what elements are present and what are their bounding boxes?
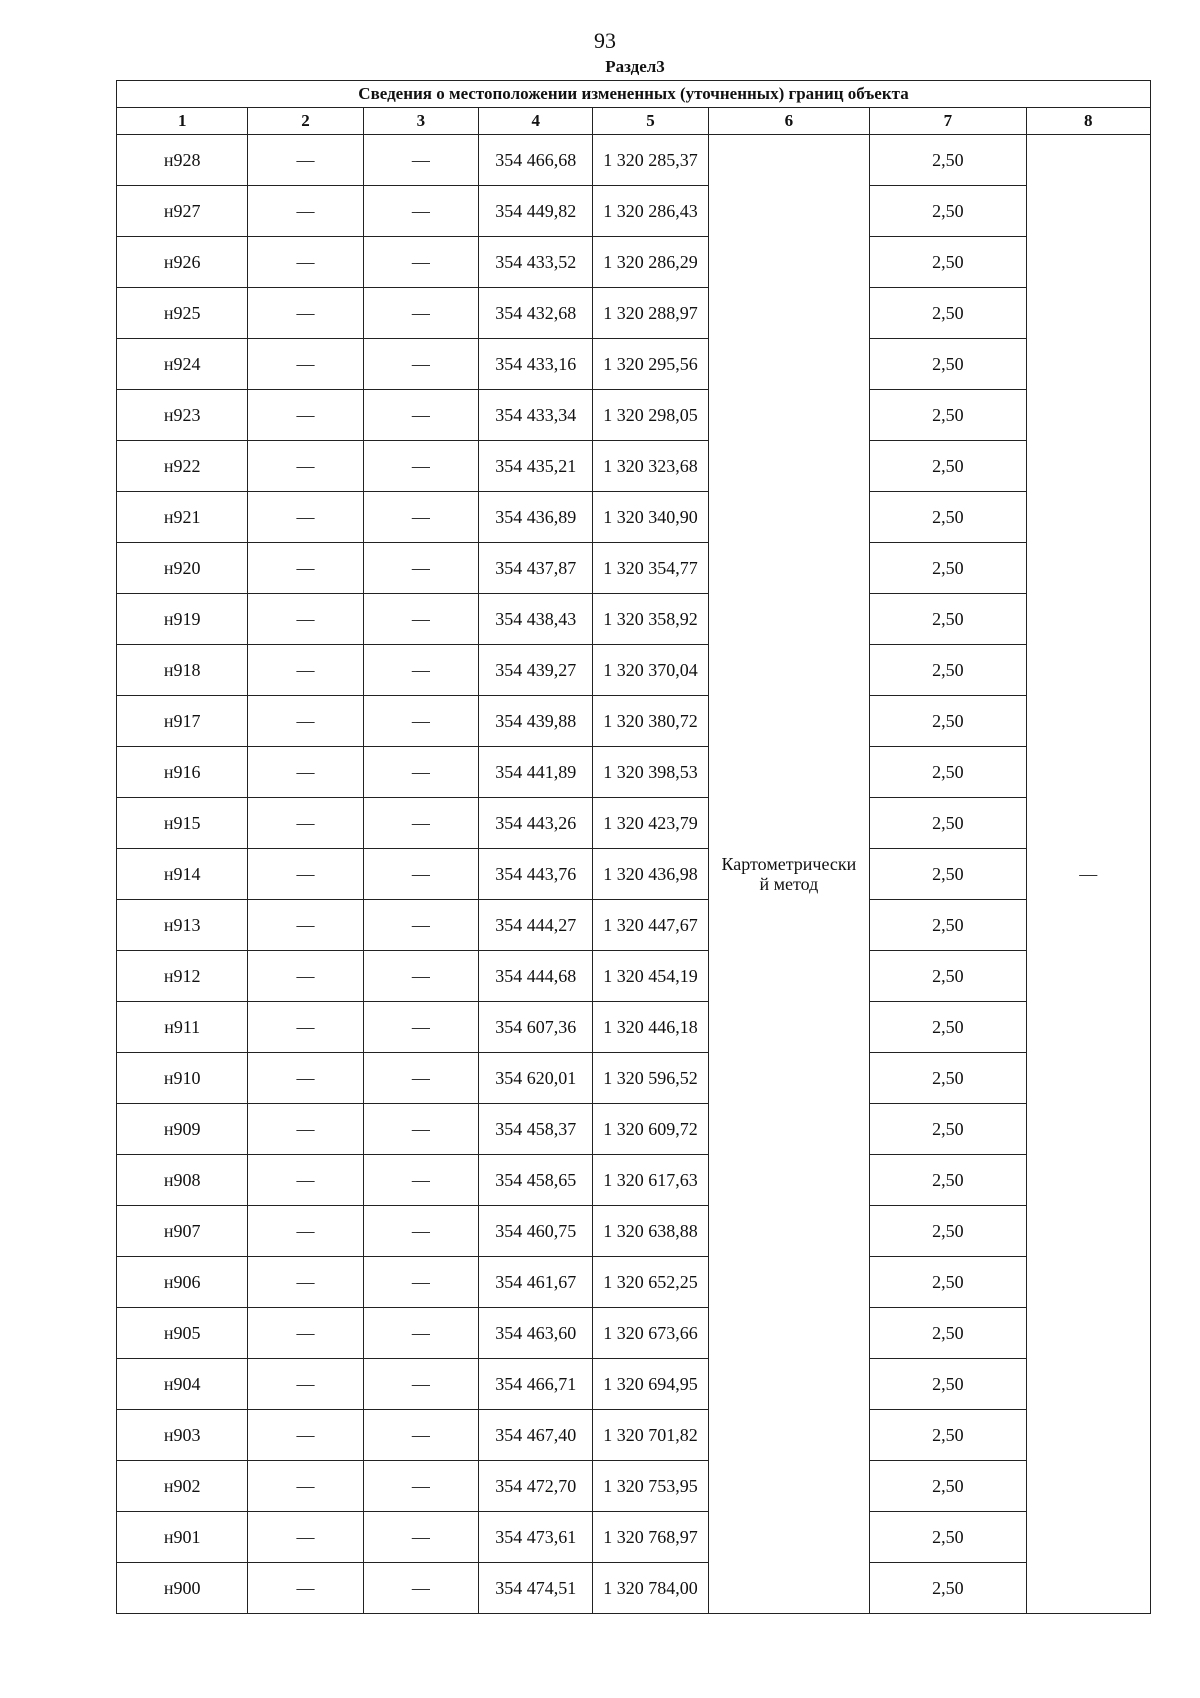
column-number: 3 <box>363 108 478 135</box>
col2-cell: — <box>248 1206 363 1257</box>
table-row <box>117 1308 1151 1359</box>
y-coordinate-cell: 1 320 617,63 <box>593 1155 708 1206</box>
x-coordinate-cell: 354 461,67 <box>479 1257 593 1308</box>
point-name-cell: н917 <box>117 696 248 747</box>
col3-cell: — <box>363 441 478 492</box>
table-row <box>117 1410 1151 1461</box>
x-coordinate-cell: 354 435,21 <box>479 441 593 492</box>
col2-cell: — <box>248 1461 363 1512</box>
x-coordinate-cell: 354 438,43 <box>479 594 593 645</box>
point-name-cell: н906 <box>117 1257 248 1308</box>
y-coordinate-cell: 1 320 285,37 <box>593 135 708 186</box>
x-coordinate-cell: 354 466,71 <box>479 1359 593 1410</box>
col2-cell: — <box>248 900 363 951</box>
y-coordinate-cell: 1 320 609,72 <box>593 1104 708 1155</box>
table-row <box>117 747 1151 798</box>
column-number: 5 <box>593 108 708 135</box>
table-row <box>117 339 1151 390</box>
col3-cell: — <box>363 849 478 900</box>
y-coordinate-cell: 1 320 784,00 <box>593 1563 708 1614</box>
col3-cell: — <box>363 747 478 798</box>
accuracy-cell: 2,50 <box>870 186 1026 237</box>
y-coordinate-cell: 1 320 447,67 <box>593 900 708 951</box>
col3-cell: — <box>363 390 478 441</box>
table-row <box>117 135 1151 186</box>
accuracy-cell: 2,50 <box>870 798 1026 849</box>
col3-cell: — <box>363 1308 478 1359</box>
col3-cell: — <box>363 594 478 645</box>
col3-cell: — <box>363 951 478 1002</box>
column-number: 2 <box>248 108 363 135</box>
col3-cell: — <box>363 900 478 951</box>
x-coordinate-cell: 354 466,68 <box>479 135 593 186</box>
col2-cell: — <box>248 339 363 390</box>
accuracy-cell: 2,50 <box>870 900 1026 951</box>
col2-cell: — <box>248 1563 363 1614</box>
y-coordinate-cell: 1 320 596,52 <box>593 1053 708 1104</box>
col3-cell: — <box>363 1104 478 1155</box>
accuracy-cell: 2,50 <box>870 1257 1026 1308</box>
table-row <box>117 1206 1151 1257</box>
table-row <box>117 543 1151 594</box>
col3-cell: — <box>363 1053 478 1104</box>
table-row <box>117 798 1151 849</box>
col3-cell: — <box>363 135 478 186</box>
method-cell <box>708 135 869 1614</box>
col3-cell: — <box>363 1410 478 1461</box>
col2-cell: — <box>248 441 363 492</box>
point-name-cell: н909 <box>117 1104 248 1155</box>
point-name-cell: н910 <box>117 1053 248 1104</box>
point-name-cell: н925 <box>117 288 248 339</box>
section-title: Раздел3 <box>605 57 665 76</box>
col2-cell: — <box>248 951 363 1002</box>
point-name-cell: н915 <box>117 798 248 849</box>
column-number: 4 <box>479 108 593 135</box>
y-coordinate-cell: 1 320 701,82 <box>593 1410 708 1461</box>
y-coordinate-cell: 1 320 446,18 <box>593 1002 708 1053</box>
point-name-cell: н920 <box>117 543 248 594</box>
x-coordinate-cell: 354 474,51 <box>479 1563 593 1614</box>
col8-cell: — <box>1026 135 1150 1614</box>
table-row <box>117 1104 1151 1155</box>
table-row <box>117 390 1151 441</box>
page-number: 93 <box>594 28 616 53</box>
col3-cell: — <box>363 339 478 390</box>
col2-cell: — <box>248 186 363 237</box>
table-row <box>117 237 1151 288</box>
point-name-cell: н921 <box>117 492 248 543</box>
col2-cell: — <box>248 645 363 696</box>
col2-cell: — <box>248 135 363 186</box>
x-coordinate-cell: 354 444,68 <box>479 951 593 1002</box>
accuracy-cell: 2,50 <box>870 1155 1026 1206</box>
y-coordinate-cell: 1 320 370,04 <box>593 645 708 696</box>
y-coordinate-cell: 1 320 354,77 <box>593 543 708 594</box>
y-coordinate-cell: 1 320 423,79 <box>593 798 708 849</box>
table-row <box>117 1359 1151 1410</box>
table-caption: Сведения о местоположении измененных (уточненных) границ объекта <box>117 81 1151 108</box>
y-coordinate-cell: 1 320 288,97 <box>593 288 708 339</box>
accuracy-cell: 2,50 <box>870 543 1026 594</box>
col2-cell: — <box>248 1053 363 1104</box>
col2-cell: — <box>248 492 363 543</box>
x-coordinate-cell: 354 620,01 <box>479 1053 593 1104</box>
accuracy-cell: 2,50 <box>870 1461 1026 1512</box>
col3-cell: — <box>363 798 478 849</box>
col3-cell: — <box>363 696 478 747</box>
x-coordinate-cell: 354 439,88 <box>479 696 593 747</box>
accuracy-cell: 2,50 <box>870 339 1026 390</box>
col2-cell: — <box>248 1512 363 1563</box>
col2-cell: — <box>248 390 363 441</box>
accuracy-cell: 2,50 <box>870 1563 1026 1614</box>
x-coordinate-cell: 354 437,87 <box>479 543 593 594</box>
table-row <box>117 441 1151 492</box>
col2-cell: — <box>248 1410 363 1461</box>
col3-cell: — <box>363 1461 478 1512</box>
table-row <box>117 951 1151 1002</box>
x-coordinate-cell: 354 443,76 <box>479 849 593 900</box>
col2-cell: — <box>248 1002 363 1053</box>
y-coordinate-cell: 1 320 340,90 <box>593 492 708 543</box>
accuracy-cell: 2,50 <box>870 492 1026 543</box>
x-coordinate-cell: 354 439,27 <box>479 645 593 696</box>
table-body <box>117 135 1151 1614</box>
point-name-cell: н903 <box>117 1410 248 1461</box>
col3-cell: — <box>363 543 478 594</box>
column-number: 1 <box>117 108 248 135</box>
y-coordinate-cell: 1 320 358,92 <box>593 594 708 645</box>
table-row <box>117 1257 1151 1308</box>
point-name-cell: н911 <box>117 1002 248 1053</box>
point-name-cell: н901 <box>117 1512 248 1563</box>
accuracy-cell: 2,50 <box>870 1512 1026 1563</box>
col3-cell: — <box>363 186 478 237</box>
col2-cell: — <box>248 1308 363 1359</box>
col2-cell: — <box>248 849 363 900</box>
accuracy-cell: 2,50 <box>870 1002 1026 1053</box>
col2-cell: — <box>248 288 363 339</box>
col2-cell: — <box>248 1359 363 1410</box>
table-row <box>117 1461 1151 1512</box>
col3-cell: — <box>363 492 478 543</box>
y-coordinate-cell: 1 320 323,68 <box>593 441 708 492</box>
x-coordinate-cell: 354 433,16 <box>479 339 593 390</box>
point-name-cell: н905 <box>117 1308 248 1359</box>
col3-cell: — <box>363 288 478 339</box>
coordinates-table <box>116 80 1151 1614</box>
y-coordinate-cell: 1 320 295,56 <box>593 339 708 390</box>
col3-cell: — <box>363 1002 478 1053</box>
x-coordinate-cell: 354 463,60 <box>479 1308 593 1359</box>
x-coordinate-cell: 354 460,75 <box>479 1206 593 1257</box>
col3-cell: — <box>363 1155 478 1206</box>
col3-cell: — <box>363 645 478 696</box>
x-coordinate-cell: 354 607,36 <box>479 1002 593 1053</box>
col2-cell: — <box>248 747 363 798</box>
accuracy-cell: 2,50 <box>870 747 1026 798</box>
x-coordinate-cell: 354 444,27 <box>479 900 593 951</box>
col3-cell: — <box>363 1512 478 1563</box>
point-name-cell: н913 <box>117 900 248 951</box>
x-coordinate-cell: 354 458,37 <box>479 1104 593 1155</box>
x-coordinate-cell: 354 473,61 <box>479 1512 593 1563</box>
column-numbers-row <box>117 108 1151 135</box>
x-coordinate-cell: 354 472,70 <box>479 1461 593 1512</box>
y-coordinate-cell: 1 320 768,97 <box>593 1512 708 1563</box>
point-name-cell: н918 <box>117 645 248 696</box>
accuracy-cell: 2,50 <box>870 1308 1026 1359</box>
point-name-cell: н924 <box>117 339 248 390</box>
x-coordinate-cell: 354 432,68 <box>479 288 593 339</box>
col3-cell: — <box>363 1563 478 1614</box>
point-name-cell: н923 <box>117 390 248 441</box>
y-coordinate-cell: 1 320 652,25 <box>593 1257 708 1308</box>
table-row <box>117 288 1151 339</box>
table-caption-row <box>117 81 1151 108</box>
point-name-cell: н900 <box>117 1563 248 1614</box>
col2-cell: — <box>248 696 363 747</box>
x-coordinate-cell: 354 433,34 <box>479 390 593 441</box>
column-number: 6 <box>708 108 869 135</box>
x-coordinate-cell: 354 436,89 <box>479 492 593 543</box>
table-row <box>117 849 1151 900</box>
x-coordinate-cell: 354 467,40 <box>479 1410 593 1461</box>
col2-cell: — <box>248 543 363 594</box>
y-coordinate-cell: 1 320 673,66 <box>593 1308 708 1359</box>
y-coordinate-cell: 1 320 286,29 <box>593 237 708 288</box>
accuracy-cell: 2,50 <box>870 645 1026 696</box>
col2-cell: — <box>248 594 363 645</box>
point-name-cell: н928 <box>117 135 248 186</box>
method-text-line: й метод <box>759 874 819 894</box>
table-row <box>117 1053 1151 1104</box>
accuracy-cell: 2,50 <box>870 849 1026 900</box>
col2-cell: — <box>248 798 363 849</box>
accuracy-cell: 2,50 <box>870 1359 1026 1410</box>
accuracy-cell: 2,50 <box>870 1053 1026 1104</box>
point-name-cell: н926 <box>117 237 248 288</box>
accuracy-cell: 2,50 <box>870 696 1026 747</box>
column-number: 7 <box>870 108 1026 135</box>
point-name-cell: н907 <box>117 1206 248 1257</box>
table-row <box>117 594 1151 645</box>
point-name-cell: н916 <box>117 747 248 798</box>
table-row <box>117 186 1151 237</box>
x-coordinate-cell: 354 449,82 <box>479 186 593 237</box>
accuracy-cell: 2,50 <box>870 594 1026 645</box>
y-coordinate-cell: 1 320 454,19 <box>593 951 708 1002</box>
table-row <box>117 1002 1151 1053</box>
x-coordinate-cell: 354 443,26 <box>479 798 593 849</box>
point-name-cell: н908 <box>117 1155 248 1206</box>
y-coordinate-cell: 1 320 436,98 <box>593 849 708 900</box>
col2-cell: — <box>248 1257 363 1308</box>
y-coordinate-cell: 1 320 380,72 <box>593 696 708 747</box>
column-number: 8 <box>1026 108 1150 135</box>
accuracy-cell: 2,50 <box>870 1410 1026 1461</box>
accuracy-cell: 2,50 <box>870 237 1026 288</box>
table-row <box>117 492 1151 543</box>
accuracy-cell: 2,50 <box>870 135 1026 186</box>
accuracy-cell: 2,50 <box>870 441 1026 492</box>
col3-cell: — <box>363 1206 478 1257</box>
y-coordinate-cell: 1 320 298,05 <box>593 390 708 441</box>
point-name-cell: н922 <box>117 441 248 492</box>
point-name-cell: н914 <box>117 849 248 900</box>
accuracy-cell: 2,50 <box>870 951 1026 1002</box>
table-row <box>117 1563 1151 1614</box>
y-coordinate-cell: 1 320 694,95 <box>593 1359 708 1410</box>
y-coordinate-cell: 1 320 753,95 <box>593 1461 708 1512</box>
accuracy-cell: 2,50 <box>870 1206 1026 1257</box>
col2-cell: — <box>248 1104 363 1155</box>
accuracy-cell: 2,50 <box>870 1104 1026 1155</box>
y-coordinate-cell: 1 320 286,43 <box>593 186 708 237</box>
x-coordinate-cell: 354 433,52 <box>479 237 593 288</box>
y-coordinate-cell: 1 320 398,53 <box>593 747 708 798</box>
accuracy-cell: 2,50 <box>870 390 1026 441</box>
y-coordinate-cell: 1 320 638,88 <box>593 1206 708 1257</box>
point-name-cell: н912 <box>117 951 248 1002</box>
table-row <box>117 645 1151 696</box>
x-coordinate-cell: 354 441,89 <box>479 747 593 798</box>
col3-cell: — <box>363 237 478 288</box>
col3-cell: — <box>363 1257 478 1308</box>
col2-cell: — <box>248 237 363 288</box>
table-row <box>117 1155 1151 1206</box>
x-coordinate-cell: 354 458,65 <box>479 1155 593 1206</box>
point-name-cell: н902 <box>117 1461 248 1512</box>
table-row <box>117 1512 1151 1563</box>
col2-cell: — <box>248 1155 363 1206</box>
method-text-line: Картометрически <box>721 854 857 874</box>
point-name-cell: н927 <box>117 186 248 237</box>
table-row <box>117 900 1151 951</box>
point-name-cell: н919 <box>117 594 248 645</box>
table-row <box>117 696 1151 747</box>
accuracy-cell: 2,50 <box>870 288 1026 339</box>
col3-cell: — <box>363 1359 478 1410</box>
point-name-cell: н904 <box>117 1359 248 1410</box>
